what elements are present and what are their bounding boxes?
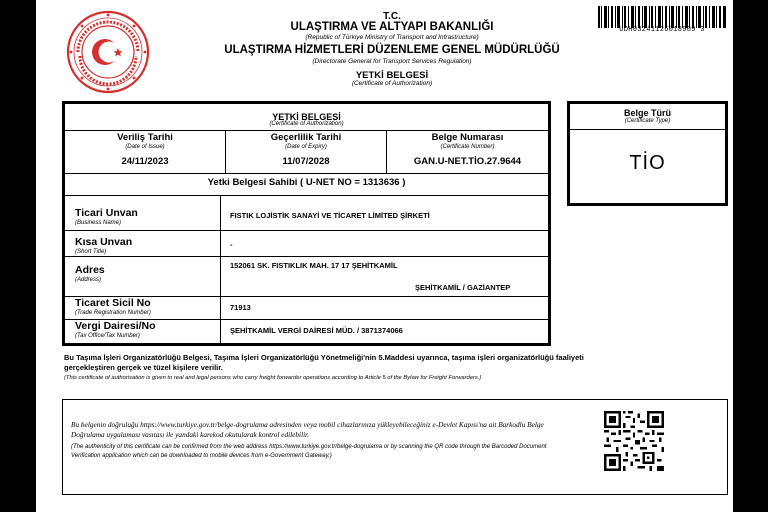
barcode-number: UDH03241126018909 3 — [619, 26, 705, 34]
divider — [65, 230, 548, 231]
expiry-date-value: 11/07/2028 — [282, 156, 330, 167]
trade-name-value: FISTIK LOJİSTİK SANAYİ VE TİCARET LİMİTED ŞİRKETİ — [230, 211, 430, 220]
document-title-en: (Certificate of Authorization) — [351, 80, 433, 87]
issue-date-label: Veriliş Tarihi — [117, 132, 173, 143]
short-title-value: - — [230, 240, 233, 249]
tax-value: ŞEHİTKAMİL VERGİ DAİRESİ MÜD. / 3871374066 — [230, 326, 403, 335]
trade-name-label: Ticari Unvan — [75, 207, 138, 219]
divider — [65, 173, 548, 174]
certificate-box — [62, 101, 551, 346]
address-line-2: ŞEHİTKAMİL / GAZİANTEP — [415, 283, 511, 292]
issue-date-label-en: (Date of Issue) — [125, 144, 165, 150]
certificate-type-box — [567, 101, 728, 206]
legal-text-en: (This certificate of authorisation is given to real and legal persons who carry freight forwarder operations according to Article 5 of the Bylaw for Freight Forwarders.) — [64, 375, 482, 381]
directorate-name: ULAŞTIRMA HİZMETLERİ DÜZENLEME GENEL MÜDÜRLÜĞÜ — [224, 44, 560, 56]
trade-name-label-en: (Business Name) — [75, 220, 122, 226]
divider — [570, 129, 725, 130]
divider — [65, 195, 548, 196]
certificate-holder: Yetki Belgesi Sahibi ( U-NET NO = 1313636 ) — [207, 177, 406, 188]
address-label-en: (Address) — [75, 277, 102, 283]
certificate-number-cell — [387, 133, 548, 167]
address-label: Adres — [75, 264, 105, 276]
divider — [65, 130, 548, 131]
certificate-page — [36, 0, 733, 512]
registry-label-en: (Trade Registration Number) — [75, 310, 151, 316]
tax-label-cell — [75, 321, 156, 340]
trade-name-label-cell — [75, 208, 138, 227]
expiry-date-cell — [226, 133, 386, 167]
registry-label-cell — [75, 298, 151, 317]
legal-text: Bu Taşıma İşleri Organizatörlüğü Belgesi, Taşıma İşleri Organizatörlüğü Yönetmeliği'nin 5.Maddesi uyarınca, taşıma işleri organizatörlüğü faaliyeti gerçekleştiren gerçek ve tüzel kişilere verilir. — [64, 353, 584, 372]
certificate-number-label: Belge Numarası — [431, 132, 504, 143]
registry-value: 71913 — [230, 303, 251, 312]
certificate-number-label-en: (Certificate Number) — [440, 144, 495, 150]
verification-text-en: (The authenticity of this certificate can be confirmed from the web address https://www.turkiye.gov.tr/belge-dogrulama or by scanning the QR code through the Barcoded Document Verification application which can be downloaded to mobile devices from e-Government Gateway.) — [71, 444, 547, 459]
certificate-type-value: TİO — [629, 152, 666, 174]
issue-date-cell — [65, 133, 225, 167]
ministry-seal-icon — [66, 10, 150, 94]
short-title-label-cell — [75, 237, 132, 256]
ministry-name-en: (Republic of Türkiye Ministry of Transport and Infrastructure) — [305, 34, 479, 41]
certificate-number-value: GAN.U-NET.TİO.27.9644 — [413, 156, 522, 167]
ministry-name: ULAŞTIRMA VE ALTYAPI BAKANLIĞI — [290, 21, 494, 33]
document-title: YETKİ BELGESİ — [355, 70, 429, 81]
issue-date-value: 24/11/2023 — [121, 156, 169, 167]
tax-label-en: (Tax Office/Tax Number) — [75, 333, 140, 339]
country-label: T.C. — [383, 11, 401, 22]
tax-label: Vergi Dairesi/No — [75, 320, 156, 332]
address-label-cell — [75, 265, 105, 284]
certificate-type-label: Belge Türü — [623, 108, 671, 118]
certificate-type-label-en: (Certificate Type) — [624, 118, 671, 124]
divider — [65, 256, 548, 257]
expiry-date-label: Geçerlilik Tarihi — [270, 132, 342, 143]
divider — [220, 195, 221, 343]
verification-text: Bu belgenin doğruluğu https://www.turkiye.gov.tr/belge-dogrulama adresinden veya mobil cihazlarınıza yükleyebileceğiniz e-Devlet Kapısı'na ait Barkodlu Belge Doğrulama uygulaması vasıtası ile yandaki karekod okutularak kontrol edilebilir. — [71, 420, 544, 439]
registry-label: Ticaret Sicil No — [75, 297, 151, 309]
certificate-title: YETKİ BELGESİ — [272, 112, 341, 122]
address-line-1: 152061 SK. FISTIKLIK MAH. 17 17 ŞEHİTKAMİL — [230, 261, 398, 270]
certificate-title-en: (Certificate of Authorization) — [269, 121, 344, 127]
short-title-label-en: (Short Title) — [75, 249, 107, 255]
verification-box — [62, 399, 728, 495]
qr-code-icon[interactable] — [604, 411, 664, 471]
short-title-label: Kısa Unvan — [75, 236, 133, 248]
expiry-date-label-en: (Date of Expiry) — [285, 144, 327, 150]
barcode-icon — [598, 6, 726, 28]
directorate-name-en: (Directorate General for Transport Services Regulation) — [312, 58, 472, 65]
